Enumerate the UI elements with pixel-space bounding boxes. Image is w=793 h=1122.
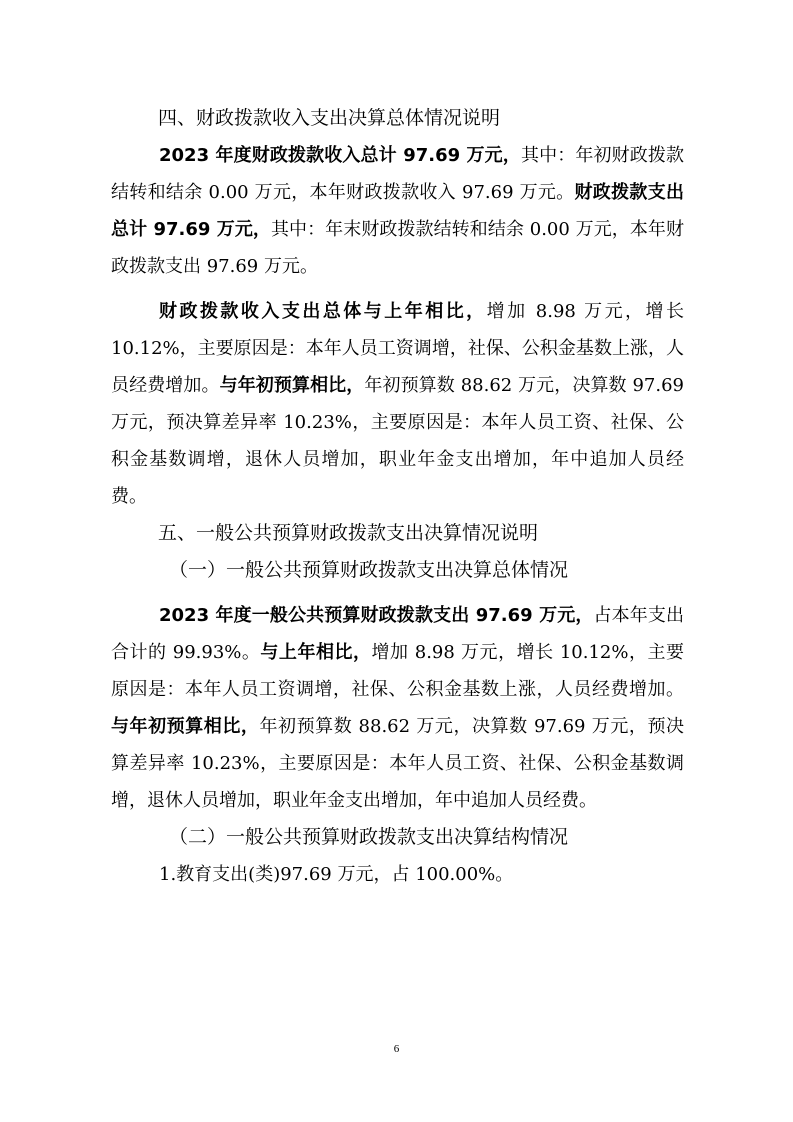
body-text: 占本年支出合计的 99.93%。 [111, 605, 684, 663]
page-number: 6 [393, 1043, 400, 1055]
bold-phrase: 财政拨款支出总计 97.69 万元， [111, 182, 685, 240]
section-5-heading: 五、一般公共预算财政拨款支出决算情况说明 [158, 522, 539, 544]
body-text: 年初预算数 88.62 万元，决算数 97.69 万元，预决算差异率 10.23%，主要原因是：本年人员工资、社保、公积金基数调增，退休人员增加，职业年金支出增加，年中追加人员经费。 [111, 716, 685, 811]
section-4-heading: 四、财政拨款收入支出决算总体情况说明 [158, 107, 501, 129]
page-content [111, 100, 684, 893]
section-4-paragraph-2 [111, 293, 684, 515]
bold-phrase: 2023 年度一般公共预算财政拨款支出 97.69 万元， [159, 605, 594, 626]
section-4-paragraph-1 [111, 137, 684, 285]
body-text: 增加 8.98 万元，增长 10.12%，主要原因是：本年人员工资调增，社保、公积金基数上涨，人员经费增加。 [111, 642, 684, 700]
list-item-education: 1.教育支出(类)97.69 万元，占 100.00%。 [159, 864, 514, 885]
subsection-5-1-heading: （一）一般公共预算财政拨款支出决算总体情况 [169, 559, 569, 581]
body-text: 其中：年初财政拨款结转和结余 0.00 万元，本年财政拨款收入 97.69 万元。 [111, 145, 684, 203]
bold-phrase: 与上年相比， [260, 642, 372, 663]
bold-phrase: 与年初预算相比， [219, 375, 365, 396]
body-text: 其中：年末财政拨款结转和结余 0.00 万元，本年财政拨款支出 97.69 万元。 [111, 219, 684, 277]
bold-phrase: 与年初预算相比， [111, 716, 260, 737]
body-text: 年初预算数 88.62 万元，决算数 97.69 万元，预决算差异率 10.23%，主要原因是：本年人员工资、社保、公积金基数调增，退休人员增加，职业年金支出增加，年中追加人员经费。 [111, 375, 684, 507]
subsection-5-1-paragraph [111, 597, 684, 819]
subsection-5-2-heading: （二）一般公共预算财政拨款支出决算结构情况 [169, 826, 569, 848]
bold-phrase: 2023 年度财政拨款收入总计 97.69 万元， [159, 145, 521, 166]
body-text: 增加 8.98 万元，增长 10.12%，主要原因是：本年人员工资调增，社保、公积金基数上涨，人员经费增加。 [111, 301, 684, 396]
bold-phrase: 财政拨款收入支出总体与上年相比， [159, 301, 487, 322]
